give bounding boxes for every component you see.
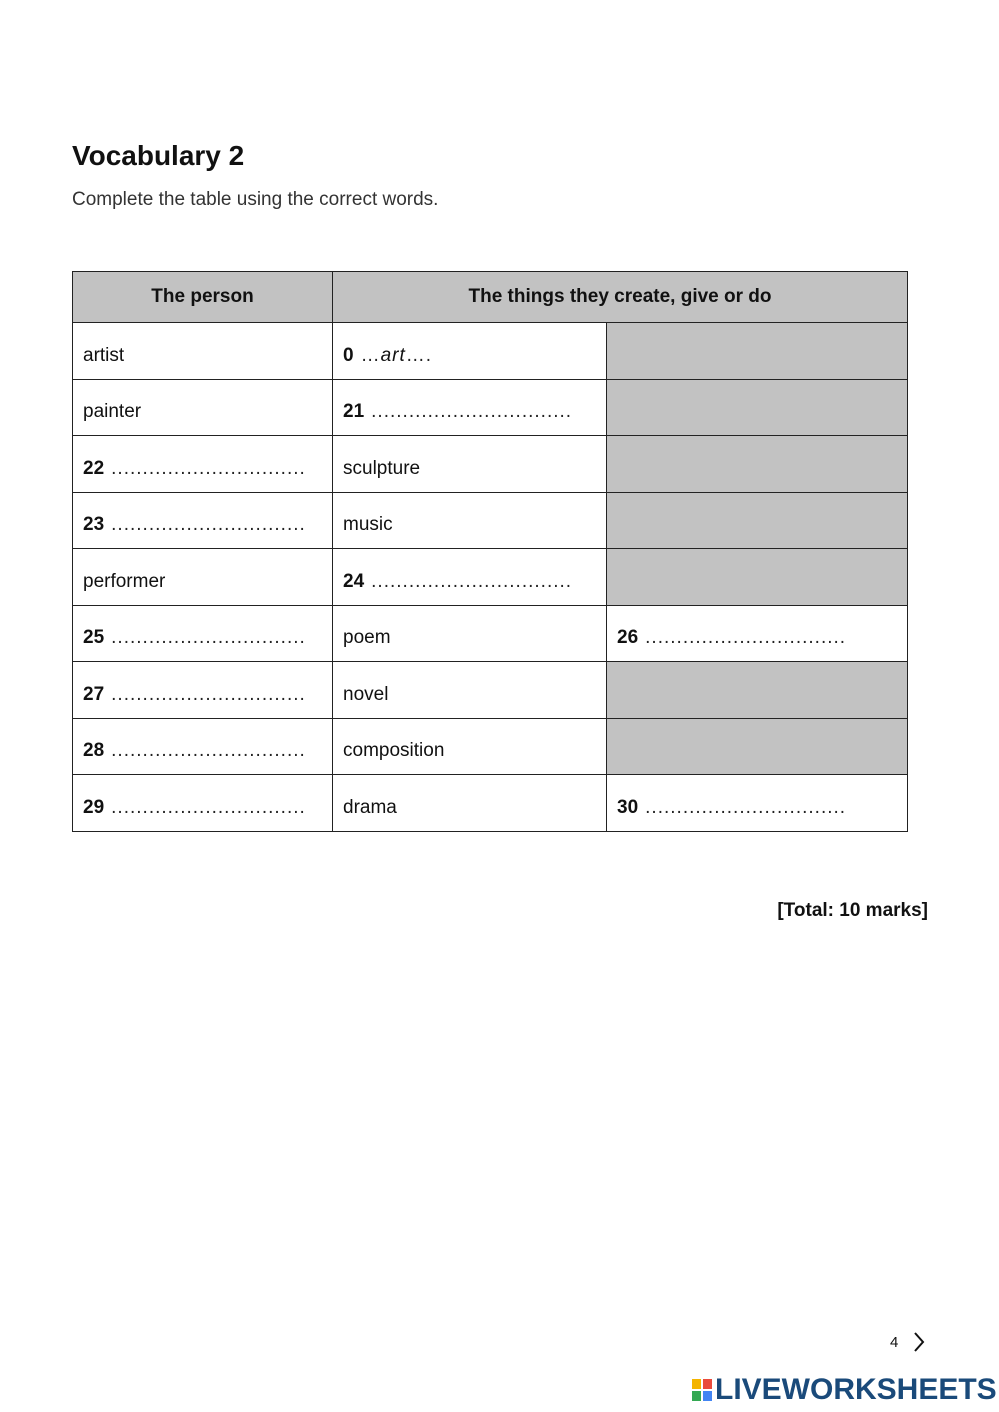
liveworksheets-logo-icon (692, 1378, 712, 1402)
liveworksheets-logo[interactable] (692, 1373, 997, 1407)
shaded-cell (607, 492, 908, 549)
answer-blank[interactable]: ............................... (111, 514, 306, 536)
brand-name: LIVEWORKSHEETS (715, 1373, 997, 1406)
answer-cell[interactable] (607, 605, 908, 662)
example-row (73, 323, 908, 380)
answer-cell[interactable] (73, 775, 333, 832)
answer-cell[interactable] (333, 549, 607, 606)
answer-blank[interactable]: ............................... (111, 683, 306, 705)
example-person: artist (73, 323, 333, 380)
table-row (73, 605, 908, 662)
answer-cell[interactable] (73, 436, 333, 493)
page-number: 4 (890, 1334, 899, 1351)
table-row (73, 549, 908, 606)
question-number: 21 (343, 401, 365, 423)
word-cell: performer (73, 549, 333, 606)
question-number: 28 (83, 740, 105, 762)
word-cell: sculpture (333, 436, 607, 493)
answer-cell[interactable] (73, 492, 333, 549)
shaded-cell (607, 379, 908, 436)
total-marks: [Total: 10 marks] (777, 900, 928, 921)
table-row (73, 662, 908, 719)
answer-blank[interactable]: ............................... (111, 740, 306, 762)
answer-blank[interactable]: ............................... (111, 796, 306, 818)
question-number: 30 (617, 796, 639, 818)
answer-blank[interactable]: ................................ (645, 627, 847, 649)
example-answer-cell (333, 323, 607, 380)
chevron-right-icon[interactable] (912, 1330, 926, 1354)
vocabulary-table (72, 271, 908, 832)
answer-cell[interactable] (73, 718, 333, 775)
table-row (73, 718, 908, 775)
answer-blank[interactable]: ............................... (111, 627, 306, 649)
shaded-cell (607, 323, 908, 380)
word-cell: poem (333, 605, 607, 662)
question-number: 27 (83, 683, 105, 705)
question-number: 23 (83, 514, 105, 536)
answer-cell[interactable] (333, 379, 607, 436)
shaded-cell (607, 718, 908, 775)
table-row (73, 436, 908, 493)
answer-blank[interactable]: ................................ (645, 796, 847, 818)
question-number: 24 (343, 570, 365, 592)
question-number: 25 (83, 627, 105, 649)
word-cell: drama (333, 775, 607, 832)
page-title: Vocabulary 2 (72, 140, 245, 171)
table-row (73, 492, 908, 549)
shaded-cell (607, 549, 908, 606)
header-person: The person (73, 272, 333, 323)
table-header-row (73, 272, 908, 323)
answer-cell[interactable] (607, 775, 908, 832)
answer-blank[interactable]: ................................ (371, 401, 573, 423)
shaded-cell (607, 662, 908, 719)
word-cell: novel (333, 662, 607, 719)
question-number: 26 (617, 627, 639, 649)
example-answer: art (380, 344, 406, 366)
header-things: The things they create, give or do (333, 272, 908, 323)
answer-cell[interactable] (73, 662, 333, 719)
answer-blank[interactable]: ................................ (371, 570, 573, 592)
word-cell: composition (333, 718, 607, 775)
table-row (73, 775, 908, 832)
answer-cell[interactable] (73, 605, 333, 662)
answer-blank[interactable]: ............................... (111, 457, 306, 479)
word-cell: painter (73, 379, 333, 436)
table-row (73, 379, 908, 436)
shaded-cell (607, 436, 908, 493)
question-number: 29 (83, 796, 105, 818)
question-number: 22 (83, 457, 105, 479)
example-dots-before: … (360, 344, 381, 366)
instructions: Complete the table using the correct words. (72, 189, 439, 210)
example-dots-after: …. (405, 344, 433, 366)
example-number: 0 (343, 344, 354, 366)
word-cell: music (333, 492, 607, 549)
